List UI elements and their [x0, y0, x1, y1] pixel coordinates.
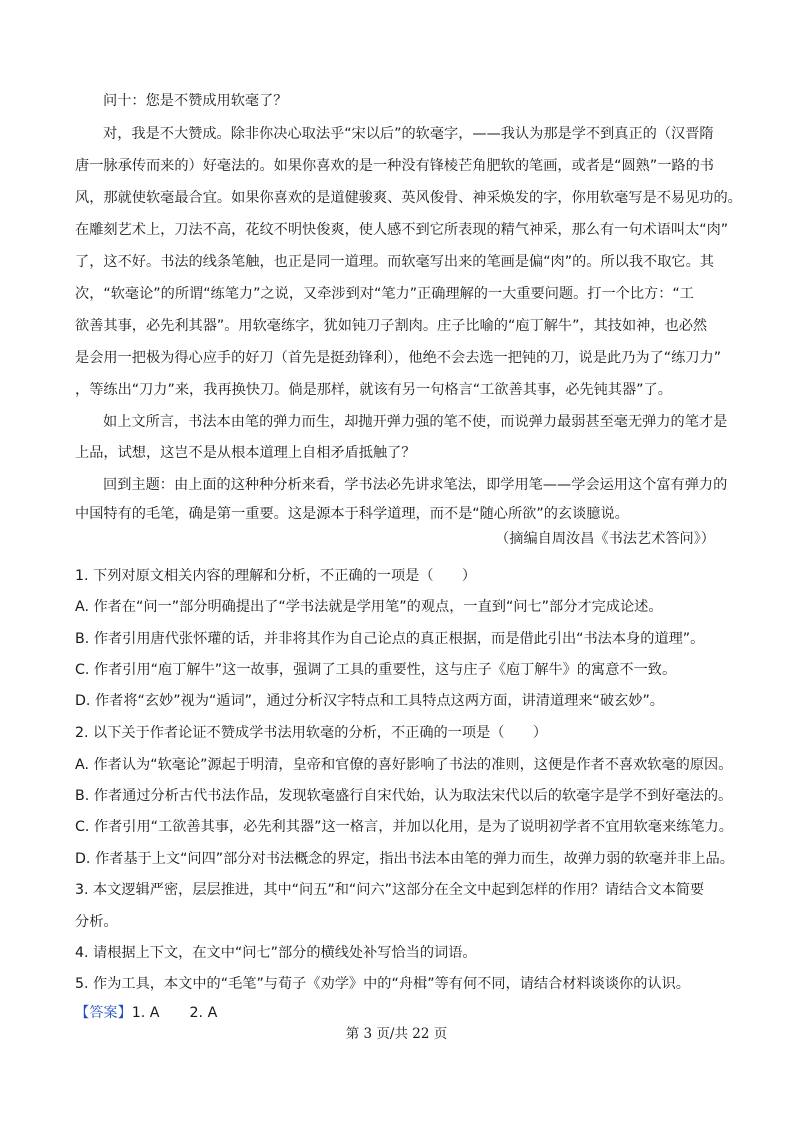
answer-1: 1. A [131, 1005, 160, 1021]
passage-line: 是会用一把极为得心应手的好刀（首先是挺劲锋利），他绝不会去选一把钝的刀，说是此乃为了“练刀力” [75, 350, 722, 366]
passage-line: 中国特有的毛笔，确是第一重要。这是源本于科学道理，而不是“随心所欲”的玄谈臆说。 [75, 506, 629, 522]
option-line: C. 作者引用“庖丁解牛”这一故事，强调了工具的重要性，这与庄子《庖丁解牛》的寓意不一致。 [75, 662, 677, 678]
option-line: B. 作者引用唐代张怀瓘的话，并非将其作为自己论点的真正根据，而是借此引出“书法本身的道理”。 [75, 631, 705, 647]
option-line: C. 作者引用“工欲善其事，必先利其器”这一格言，并加以化用，是为了说明初学者不宜用软毫来练笔力。 [75, 819, 733, 835]
passage-line: 风，那就使软毫最合宜。如果你喜欢的是道健骏爽、英风俊骨、神采焕发的字，你用软毫写是不易见功的。 [75, 190, 742, 206]
option-line: B. 作者通过分析古代书法作品，发现软毫盛行自宋代始，认为取法宋代以后的软毫字是学不到好毫法的。 [75, 788, 733, 804]
question-4: 4. 请根据上下文，在文中“问七”部分的横线处补写恰当的词语。 [75, 945, 477, 961]
question-2: 2. 以下关于作者论证不赞成学书法用软毫的分析，不正确的一项是（ ） [75, 725, 548, 741]
passage-line: 了，这不好。书法的线条笔触，也正是同一道理。而软毫写出来的笔画是偏“肉”的。所以我不取它。其 [75, 254, 714, 270]
question-3-continued: 分析。 [75, 914, 118, 930]
passage-line: 对，我是不大赞成。除非你决心取法乎“宋以后”的软毫字，——我认为那是学不到真正的（汉晋隋 [103, 126, 714, 142]
question-5: 5. 作为工具，本文中的“毛笔”与荀子《劝学》中的“舟楫”等有何不同，请结合材料谈谈你的认识。 [75, 976, 690, 992]
passage-source: （摘编自周汝昌《书法艺术答问》） [495, 531, 715, 547]
passage-line: 欲善其事，必先利其器”。用软毫练字，犹如钝刀子割肉。庄子比喻的“庖丁解牛”，其技如神，也必然 [75, 318, 708, 334]
question-1: 1. 下列对原文相关内容的理解和分析，不正确的一项是（ ） [75, 568, 477, 584]
answer-2: 2. A [189, 1005, 218, 1021]
passage-line: 在雕刻艺术上，刀法不高，花纹不明快俊爽，使人感不到它所表现的精气神采，那么有一句术语叫太“肉” [75, 222, 729, 238]
option-line: D. 作者基于上文“问四”部分对书法概念的界定，指出书法本由笔的弹力而生，故弹力弱的软毫并非上品。 [75, 851, 734, 867]
passage-line: 回到主题：由上面的这种种分析来看，学书法必先讲求笔法，即学用笔——学会运用这个富有弹力的 [103, 477, 728, 493]
passage-line: 如上文所言，书法本由笔的弹力而生，却抛开弹力强的笔不使，而说弹力最弱甚至毫无弹力的笔才是 [103, 414, 728, 430]
passage-line: 上品，试想，这岂不是从根本道理上自相矛盾抵触了？ [75, 445, 416, 461]
answer-tag: 【答案】 [75, 1005, 132, 1021]
passage-line: 次，“软毫论”的所谓“练笔力”之说，又牵涉到对“笔力”正确理解的一大重要问题。打一个比方：“工 [75, 286, 694, 302]
page-number: 第 3 页/共 22 页 [345, 1026, 448, 1042]
option-line: D. 作者将“玄妙”视为“遁词”，通过分析汉字特点和工具特点这两方面，讲清道理来“破玄妙”。 [75, 693, 664, 709]
passage-line: ，等练出“刀力”来，我再换快刀。倘是那样，就该有另一句格言“工欲善其事，必先钝其器”了。 [75, 382, 672, 398]
option-line: A. 作者在“问一”部分明确提出了“学书法就是学用笔”的观点，一直到“问七”部分才完成论述。 [75, 599, 663, 615]
answer-row [75, 1004, 217, 1022]
passage-line: 问十：您是不赞成用软毫了？ [103, 93, 288, 109]
question-3: 3. 本文逻辑严密，层层推进，其中“问五”和“问六”这部分在全文中起到怎样的作用？请结合文本简要 [75, 882, 705, 898]
passage-line: 唐一脉承传而来的）好毫法的。如果你喜欢的是一种没有锋棱芒角肥软的笔画，或者是“圆熟”一路的书 [75, 158, 714, 174]
option-line: A. 作者认为“软毫论”源起于明清，皇帝和官僚的喜好影响了书法的准则，这便是作者不喜欢软毫的原因。 [75, 757, 733, 773]
